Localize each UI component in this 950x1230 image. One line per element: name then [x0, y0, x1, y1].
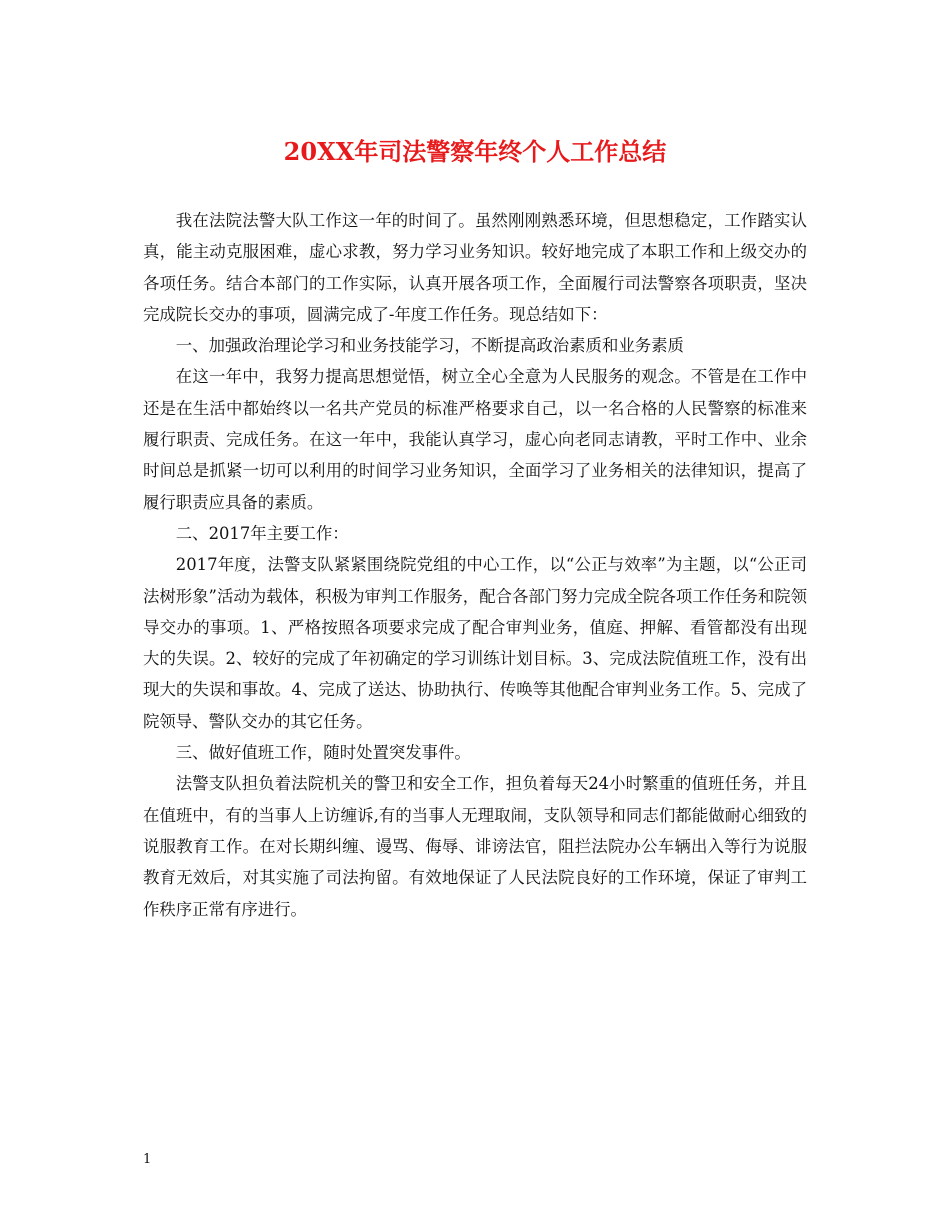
section-heading-1: 一、加强政治理论学习和业务技能学习，不断提高政治素质和业务素质: [175, 336, 684, 356]
section-heading-3: 三、做好值班工作，随时处置突发事件。: [175, 743, 471, 763]
section-3-paragraph: 法警支队担负着法院机关的警卫和安全工作，担负着每天24小时繁重的值班任务，并且在值班中，有的当事人上访缠诉,有的当事人无理取闹，支队领导和同志们都能做耐心细致的说服教育工作。在对长期纠缠、谩骂、侮辱、诽谤法官，阻拦法院办公车辆出入等行为说服教育无效后，对其实施了司法拘留。有效地保证了人民法院良好的工作环境，保证了审判工作秩序正常有序进行。: [143, 774, 807, 919]
section-1-paragraph: 在这一年中，我努力提高思想觉悟，树立全心全意为人民服务的观念。不管是在工作中还是在生活中都始终以一名共产党员的标准严格要求自己，以一名合格的人民警察的标准来履行职责、完成任务。在这一年中，我能认真学习，虚心向老同志请教，平时工作中、业余时间总是抓紧一切可以利用的时间学习业务知识，全面学习了业务相关的法律知识，提高了履行职责应具备的素质。: [143, 367, 807, 512]
page-number: 1: [143, 1152, 152, 1167]
section-heading-2: 二、2017年主要工作：: [175, 523, 349, 543]
intro-paragraph: 我在法院法警大队工作这一年的时间了。虽然刚刚熟悉环境，但思想稳定，工作踏实认真，能主动克服困难，虚心求教，努力学习业务知识。较好地完成了本职工作和上级交办的各项任务。结合本部门的工作实际，认真开展各项工作，全面履行司法警察各项职责，坚决完成院长交办的事项，圆满完成了-年度工作任务。现总结如下：: [143, 211, 807, 324]
section-2-paragraph: 2017年度，法警支队紧紧围绕院党组的中心工作，以“公正与效率”为主题，以“公正司法树形象”活动为载体，积极为审判工作服务，配合各部门努力完成全院各项工作任务和院领导交办的事项。1、严格按照各项要求完成了配合审判业务，值庭、押解、看管都没有出现大的失误。2、较好的完成了年初确定的学习训练计划目标。3、完成法院值班工作，没有出现大的失误和事故。4、完成了送达、协助执行、传唤等其他配合审判业务工作。5、完成了院领导、警队交办的其它任务。: [143, 555, 808, 731]
document-title: 20XX年司法警察年终个人工作总结: [283, 137, 667, 166]
document-body: [143, 205, 807, 925]
